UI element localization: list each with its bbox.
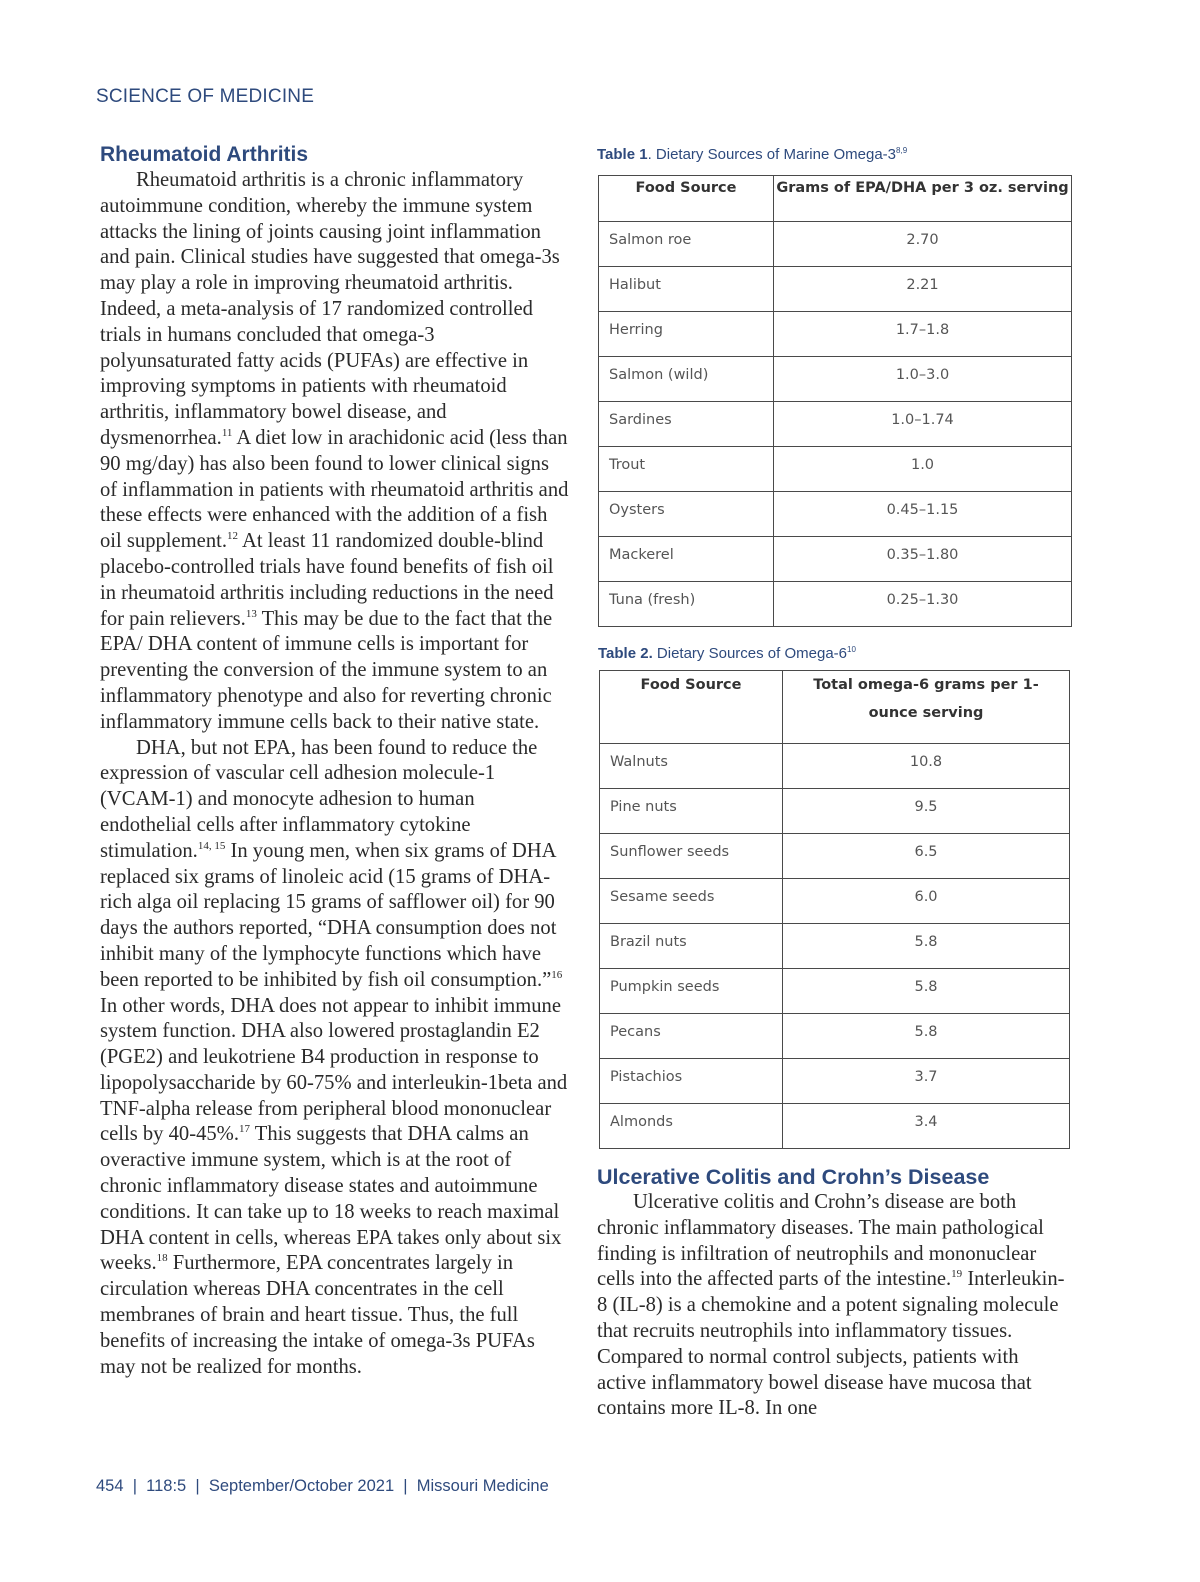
- table2-caption-text: Dietary Sources of Omega-6: [652, 645, 847, 662]
- table1-col-header: Food Source: [599, 176, 774, 222]
- uc-p1-text: Interleukin-8 (IL-8) is a chemokine and a potent signaling molecule that recruits neutrophils into inflammatory tissues. Compared to normal control subjects, patients with active inflammatory bowel disease have mucosa that contains more IL-8. In one: [597, 1268, 1065, 1420]
- ra-p2-text: Furthermore, EPA concentrates largely in circulation whereas DHA concentrates in the cell membranes of brain and heart tissue. Thus, the full benefits of increasing the intake of omega-3s PUFAs may not be realized for months.: [100, 1252, 535, 1378]
- table2-col-header: Food Source: [600, 671, 783, 744]
- table1-ref: 8,9: [896, 146, 908, 155]
- food-value: 3.7: [783, 1059, 1070, 1104]
- table1-caption: [597, 146, 907, 163]
- uc-p1-text: Ulcerative colitis and Crohn’s disease are both chronic inflammatory diseases. The main pathological finding is infiltration of neutrophils and mononuclear cells into the affected parts of the intestine.: [597, 1191, 1044, 1291]
- ra-p2-text: This suggests that DHA calms an overactive immune system, which is at the root of chronic inflammatory disease states and autoimmune conditions. It can take up to 18 weeks to reach maximal DHA content in cells, whereas EPA takes only about six weeks.: [100, 1123, 562, 1275]
- food-value: 0.45–1.15: [774, 492, 1072, 537]
- food-name: Pecans: [600, 1014, 783, 1059]
- uc-heading: Ulcerative Colitis and Crohn’s Disease: [597, 1165, 990, 1189]
- food-value: 10.8: [783, 744, 1070, 789]
- right-column-text: [597, 1164, 1071, 1422]
- table2-col-header: Total omega-6 grams per 1-ounce serving: [783, 671, 1070, 744]
- ra-paragraph-2: [100, 736, 570, 1381]
- ra-p2-text: DHA, but not EPA, has been found to reduce the expression of vascular cell adhesion molecule-1 (VCAM-1) and monocyte adhesion to human endothelial cells after inflammatory cytokine stimulation.: [100, 736, 538, 862]
- food-name: Walnuts: [600, 744, 783, 789]
- citation: 11: [221, 427, 233, 440]
- table-row: [600, 969, 1070, 1014]
- food-value: 5.8: [783, 924, 1070, 969]
- uc-paragraph-1: [597, 1190, 1071, 1422]
- food-value: 2.70: [774, 222, 1072, 267]
- table2-caption: [598, 645, 856, 662]
- food-value: 2.21: [774, 267, 1072, 312]
- food-name: Mackerel: [599, 537, 774, 582]
- food-name: Pine nuts: [600, 789, 783, 834]
- page-footer: 454 | 118:5 | September/October 2021 | Missouri Medicine: [96, 1477, 549, 1495]
- food-value: 0.25–1.30: [774, 582, 1072, 627]
- food-value: 1.0–3.0: [774, 357, 1072, 402]
- ra-p2-text: In other words, DHA does not appear to inhibit immune system function. DHA also lowered prostaglandin E2 (PGE2) and leukotriene B4 production in response to lipopolysaccharide by 60-75% and interleukin-1beta and TNF-alpha release from peripheral blood mononuclear cells by 40-45%.: [100, 994, 568, 1146]
- food-name: Brazil nuts: [600, 924, 783, 969]
- table-row: [599, 582, 1072, 627]
- food-value: 3.4: [783, 1104, 1070, 1149]
- ra-p1-text: Rheumatoid arthritis is a chronic inflammatory autoimmune condition, whereby the immune system attacks the lining of joints causing joint inflammation and pain. Clinical studies have suggested that omega-3s may play a role in improving rheumatoid arthritis. Indeed, a meta-analysis of 17 randomized controlled trials in humans concluded that omega-3 polyunsaturated fatty acids (PUFAs) are effective in improving symptoms in patients with rheumatoid arthritis, inflammatory bowel disease, and dysmenorrhea.: [100, 169, 560, 449]
- section-header: SCIENCE OF MEDICINE: [96, 86, 315, 107]
- ra-p2-text: In young men, when six grams of DHA replaced six grams of linoleic acid (15 grams of DHA-rich alga oil replacing 15 grams of safflower oil) for 90 days the authors reported, “DHA consumption does not inhibit many of the lymphocyte functions which have been reported to be inhibited by fish oil consumption.”: [100, 839, 557, 991]
- table1-header-row: [599, 176, 1072, 222]
- food-name: Sardines: [599, 402, 774, 447]
- table-row: [599, 267, 1072, 312]
- food-name: Oysters: [599, 492, 774, 537]
- food-name: Pumpkin seeds: [600, 969, 783, 1014]
- table-row: [600, 744, 1070, 789]
- food-value: 9.5: [783, 789, 1070, 834]
- table2: [599, 670, 1070, 1149]
- food-value: 6.0: [783, 879, 1070, 924]
- citation: 16: [551, 968, 563, 981]
- ra-p1-text: A diet low in arachidonic acid (less than 90 mg/day) has also been found to lower clinical signs of inflammation in patients with rheumatoid arthritis and these effects were enhanced with the addition of a fish oil supplement.: [100, 426, 569, 553]
- food-name: Sunflower seeds: [600, 834, 783, 879]
- table-row: [599, 537, 1072, 582]
- table-row: [600, 924, 1070, 969]
- food-value: 0.35–1.80: [774, 537, 1072, 582]
- table-row: [599, 492, 1072, 537]
- food-name: Herring: [599, 312, 774, 357]
- food-value: 1.7–1.8: [774, 312, 1072, 357]
- table-row: [599, 357, 1072, 402]
- food-value: 5.8: [783, 1014, 1070, 1059]
- citation: 13: [245, 607, 257, 620]
- food-name: Sesame seeds: [600, 879, 783, 924]
- citation: 19: [951, 1268, 963, 1281]
- food-value: 1.0–1.74: [774, 402, 1072, 447]
- citation: 14, 15: [197, 839, 226, 852]
- table-row: [600, 1104, 1070, 1149]
- table-row: [600, 834, 1070, 879]
- citation: 17: [238, 1123, 250, 1136]
- food-name: Salmon (wild): [599, 357, 774, 402]
- citation: 18: [156, 1252, 168, 1265]
- food-name: Tuna (fresh): [599, 582, 774, 627]
- table-row: [599, 312, 1072, 357]
- table-row: [600, 1059, 1070, 1104]
- table-row: [600, 879, 1070, 924]
- ra-p1-text: This may be due to the fact that the EPA/ DHA content of immune cells is important for preventing the conversion of the immune system to an inflammatory phenotype and also for reverting chronic inflammatory immune cells back to their native state.: [100, 607, 553, 733]
- table1-caption-text: . Dietary Sources of Marine Omega-3: [647, 146, 897, 163]
- food-name: Halibut: [599, 267, 774, 312]
- table2-label: Table 2.: [598, 645, 653, 662]
- food-value: 6.5: [783, 834, 1070, 879]
- ra-p1-text: At least 11 randomized double-blind placebo-controlled trials have found benefits of fish oil in rheumatoid arthritis including reductions in the need for pain relievers.: [100, 530, 554, 630]
- food-name: Pistachios: [600, 1059, 783, 1104]
- food-value: 1.0: [774, 447, 1072, 492]
- food-value: 5.8: [783, 969, 1070, 1014]
- left-column: [100, 142, 570, 1380]
- table2-ref: 10: [847, 645, 856, 654]
- table2-header-row: [600, 671, 1070, 744]
- table-row: [599, 447, 1072, 492]
- table-row: [600, 1014, 1070, 1059]
- table1: [598, 175, 1072, 627]
- food-name: Trout: [599, 447, 774, 492]
- food-name: Almonds: [600, 1104, 783, 1149]
- table1-label: Table 1: [597, 146, 648, 163]
- food-name: Salmon roe: [599, 222, 774, 267]
- table-row: [600, 789, 1070, 834]
- ra-paragraph-1: [100, 168, 570, 736]
- table-row: [599, 402, 1072, 447]
- ra-heading: Rheumatoid Arthritis: [100, 143, 309, 166]
- citation: 12: [226, 530, 238, 543]
- table1-col-header: Grams of EPA/DHA per 3 oz. serving: [774, 176, 1072, 222]
- table-row: [599, 222, 1072, 267]
